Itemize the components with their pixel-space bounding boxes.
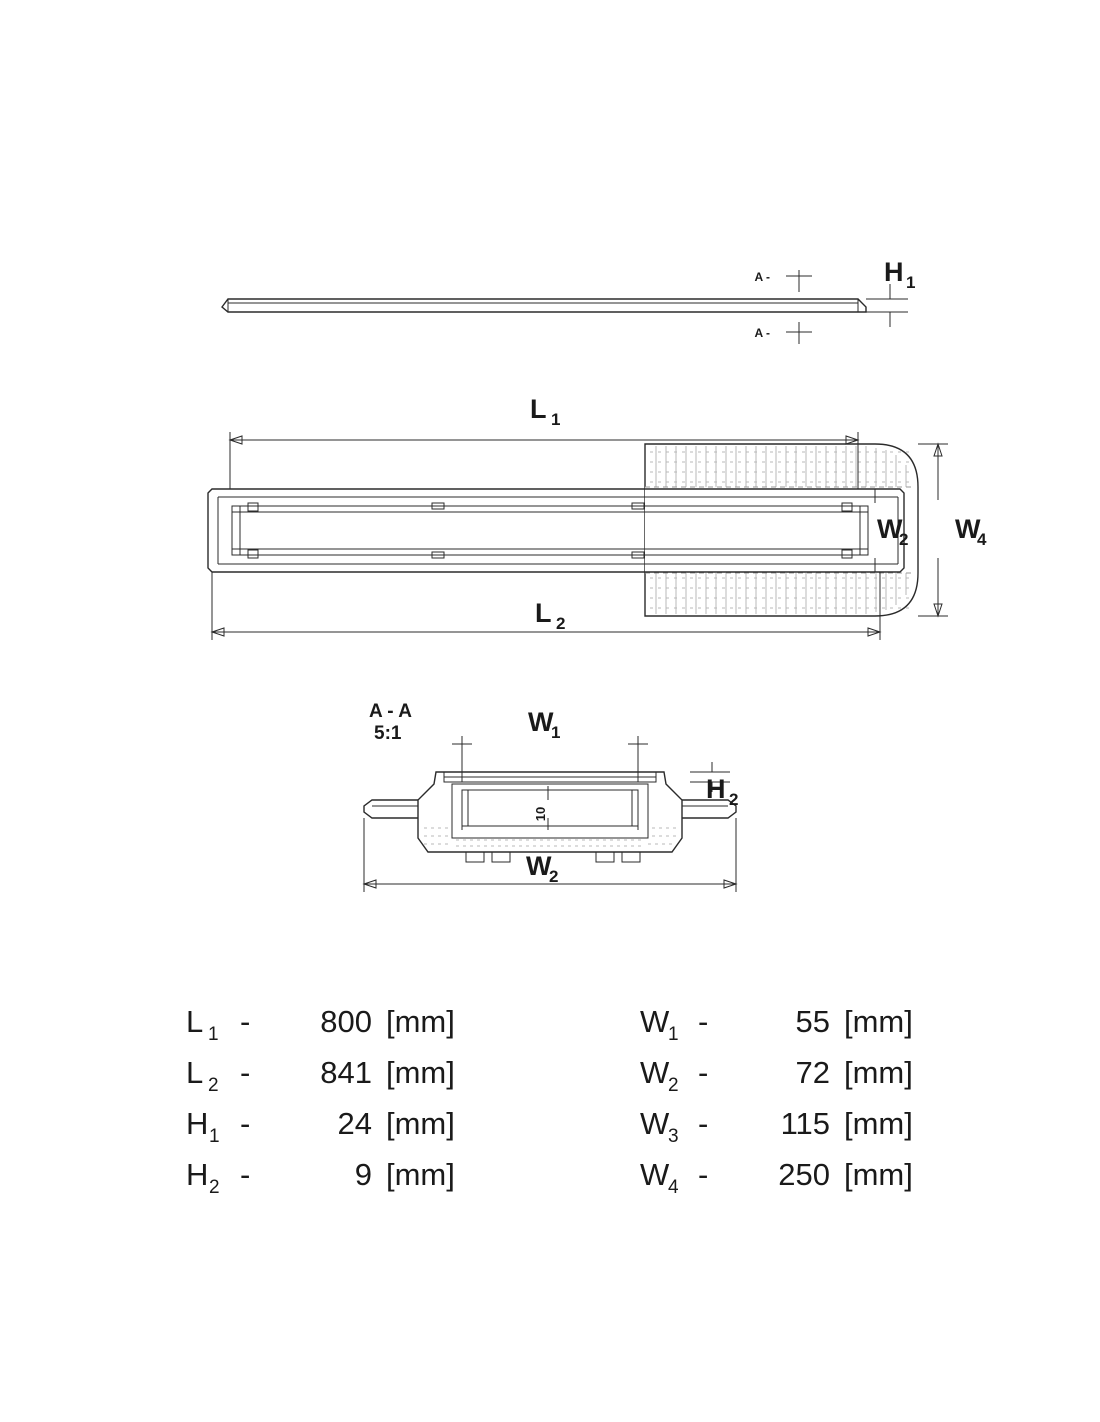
top-view [208, 394, 987, 640]
row-key: L [186, 1055, 204, 1090]
row-key-sub: 3 [668, 1126, 679, 1147]
row-dash: - [240, 1157, 251, 1192]
row-key: H [186, 1106, 209, 1141]
section-view [364, 701, 738, 892]
dimension-w3 [364, 818, 736, 892]
row-dash: - [698, 1055, 709, 1090]
dimension-w4 [918, 444, 987, 616]
row-key: H [186, 1157, 209, 1192]
row-value: 841 [320, 1055, 372, 1090]
row-value: 72 [795, 1055, 830, 1090]
row-unit: [mm] [844, 1106, 913, 1141]
row-dash: - [240, 1055, 251, 1090]
dimension-w2-sub: 2 [899, 530, 909, 549]
dimension-l2-label: L [535, 598, 552, 628]
row-key-sub: 4 [668, 1177, 679, 1198]
row-unit: [mm] [386, 1055, 455, 1090]
dimension-l2 [212, 572, 880, 640]
row-key-sub: 2 [208, 1075, 219, 1096]
dimension-h2 [690, 762, 738, 809]
table-row [640, 1055, 913, 1096]
dimension-h1-label: H [884, 257, 904, 287]
dimension-w4-label: W [955, 514, 981, 544]
dimension-w3-sub: 2 [549, 867, 559, 886]
row-unit: [mm] [386, 1157, 455, 1192]
dimension-w1 [452, 707, 648, 782]
dimension-l1-label: L [530, 394, 547, 424]
dimension-w3-label: W [526, 851, 552, 881]
row-value: 9 [354, 1157, 372, 1192]
row-unit: [mm] [844, 1157, 913, 1192]
side-view [222, 257, 915, 344]
row-value: 55 [795, 1004, 830, 1039]
section-scale: 5:1 [374, 723, 402, 744]
inner-depth-value: 10 [533, 806, 548, 822]
row-value: 250 [778, 1157, 830, 1192]
inner-depth-note [533, 786, 548, 830]
dimension-h1-sub: 1 [906, 273, 916, 292]
row-value: 24 [337, 1106, 372, 1141]
row-key-sub: 2 [209, 1177, 220, 1198]
section-marker-bottom [754, 322, 812, 344]
row-value: 115 [780, 1106, 830, 1141]
row-unit: [mm] [844, 1055, 913, 1090]
dimension-h2-sub: 2 [729, 790, 739, 809]
dimension-w4-sub: 4 [977, 530, 987, 549]
dimension-h1 [866, 257, 915, 327]
row-key: W [640, 1106, 670, 1141]
table-row [186, 1004, 455, 1045]
row-key-sub: 1 [209, 1126, 220, 1147]
row-key-sub: 1 [208, 1024, 219, 1045]
table-row [640, 1106, 913, 1147]
row-key: W [640, 1157, 670, 1192]
row-key: L [186, 1004, 204, 1039]
row-unit: [mm] [386, 1106, 455, 1141]
row-key: W [640, 1055, 670, 1090]
row-key-sub: 2 [668, 1075, 679, 1096]
table-row [186, 1106, 455, 1147]
dimension-l1-sub: 1 [551, 410, 561, 429]
dimension-l2-sub: 2 [556, 614, 566, 633]
row-dash: - [240, 1106, 251, 1141]
dimension-table [186, 1004, 913, 1198]
section-marker-label-top: A - [754, 270, 770, 284]
table-row [186, 1157, 455, 1198]
table-row [640, 1157, 913, 1198]
row-unit: [mm] [386, 1004, 455, 1039]
row-dash: - [240, 1004, 251, 1039]
row-dash: - [698, 1106, 709, 1141]
row-key-sub: 1 [668, 1024, 679, 1045]
dimension-w2-label: W [877, 514, 903, 544]
section-hatch [424, 828, 676, 846]
section-marker-top [754, 270, 812, 292]
row-value: 800 [320, 1004, 372, 1039]
row-dash: - [698, 1157, 709, 1192]
row-unit: [mm] [844, 1004, 913, 1039]
dimension-w1-sub: 1 [551, 723, 561, 742]
dimension-h2-label: H [706, 774, 726, 804]
table-row [186, 1055, 455, 1096]
dimension-w1-label: W [528, 707, 554, 737]
row-key: W [640, 1004, 670, 1039]
dimension-l1 [230, 394, 858, 489]
section-title: A - A [369, 701, 412, 722]
row-dash: - [698, 1004, 709, 1039]
table-row [640, 1004, 913, 1045]
section-marker-label-bottom: A - [754, 326, 770, 340]
